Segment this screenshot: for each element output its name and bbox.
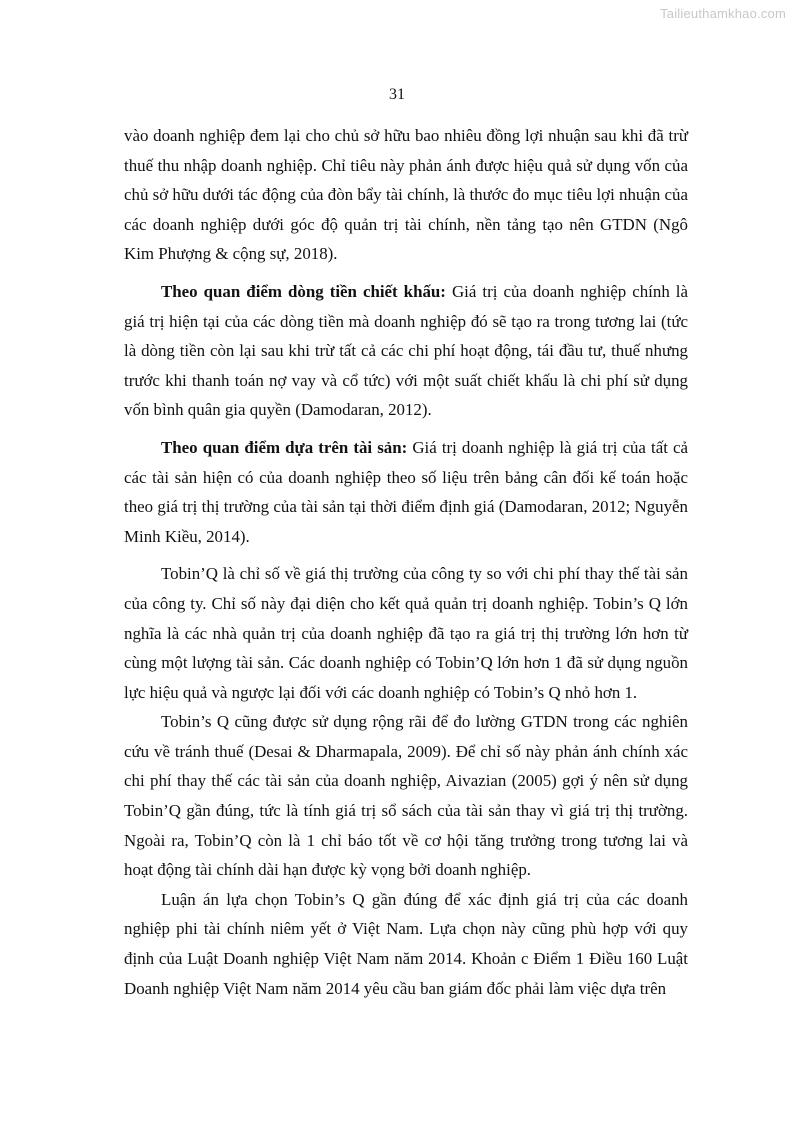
paragraph-text: Tobin’Q là chỉ số về giá thị trường của công ty so với chi phí thay thế tài sản của công ty. Chỉ số này đại diện cho kết quả quản trị doanh nghiệp. Tobin’s Q lớn nghĩa là các nhà quản trị của doanh nghiệp đã tạo ra giá trị thị trường lớn hơn từ cùng một lượng tài sản. Các doanh nghiệp có Tobin’Q lớn hơn 1 đã sử dụng nguồn lực hiệu quả và ngược lại đối với các doanh nghiệp có Tobin’s Q nhỏ hơn 1. — [124, 564, 688, 702]
paragraph-text: Tobin’s Q cũng được sử dụng rộng rãi để đo lường GTDN trong các nghiên cứu về tránh thuế (Desai & Dharmapala, 2009). Để chỉ số này phản ánh chính xác chi phí thay thế các tài sản của doanh nghiệp, Aivazian (2005) gợi ý nên sử dụng Tobin’Q gần đúng, tức là tính giá trị sổ sách của tài sản thay vì giá trị thị trường. Ngoài ra, Tobin’Q còn là 1 chỉ báo tốt về cơ hội tăng trưởng trong tương lai và hoạt động tài chính dài hạn được kỳ vọng bởi doanh nghiệp. — [124, 712, 688, 880]
paragraph-text: Giá trị doanh nghiệp là giá trị của tất cả các tài sản hiện có của doanh nghiệp theo số liệu trên bảng cân đối kế toán hoặc theo giá trị thị trường của tài sản tại thời điểm định giá (Damodaran, 2012; Nguyễn Minh Kiều, 2014). — [124, 437, 688, 546]
paragraph-2 — [124, 277, 688, 425]
paragraph-1 — [124, 121, 688, 269]
watermark: Tailieuthamkhao.com — [660, 6, 786, 21]
paragraph-5 — [124, 707, 688, 885]
paragraph-text: Giá trị của doanh nghiệp chính là giá trị hiện tại của các dòng tiền mà doanh nghiệp đó sẽ tạo ra trong tương lai (tức là dòng tiền còn lại sau khi trừ tất cả các chi phí hoạt động, tái đầu tư, thuế nhưng trước khi thanh toán nợ vay và cổ tức) với một suất chiết khấu là chi phí sử dụng vốn bình quân gia quyền (Damodaran, 2012). — [124, 281, 688, 420]
paragraph-text: Luận án lựa chọn Tobin’s Q gần đúng để xác định giá trị của các doanh nghiệp phi tài chính niêm yết ở Việt Nam. Lựa chọn này cũng phù hợp với quy định của Luật Doanh nghiệp Việt Nam năm 2014. Khoản c Điểm 1 Điều 160 Luật Doanh nghiệp Việt Nam năm 2014 yêu cầu ban giám đốc phải làm việc dựa trên — [124, 889, 688, 998]
document-body — [124, 121, 688, 1003]
paragraph-4 — [124, 559, 688, 707]
paragraph-lead: Theo quan điểm dựa trên tài sản: — [161, 437, 408, 457]
paragraph-6 — [124, 885, 688, 1003]
page-number: 31 — [389, 86, 405, 103]
paragraph-3 — [124, 433, 688, 551]
paragraph-lead: Theo quan điểm dòng tiền chiết khấu: — [161, 281, 446, 301]
paragraph-text: vào doanh nghiệp đem lại cho chủ sở hữu bao nhiêu đồng lợi nhuận sau khi đã trừ thuế thu nhập doanh nghiệp. Chỉ tiêu này phản ánh được hiệu quả sử dụng vốn của chủ sở hữu dưới tác động của đòn bẩy tài chính, là thước đo mục tiêu lợi nhuận của các doanh nghiệp dưới góc độ quản trị tài chính, nền tảng tạo nên GTDN (Ngô Kim Phượng & cộng sự, 2018). — [124, 126, 688, 264]
